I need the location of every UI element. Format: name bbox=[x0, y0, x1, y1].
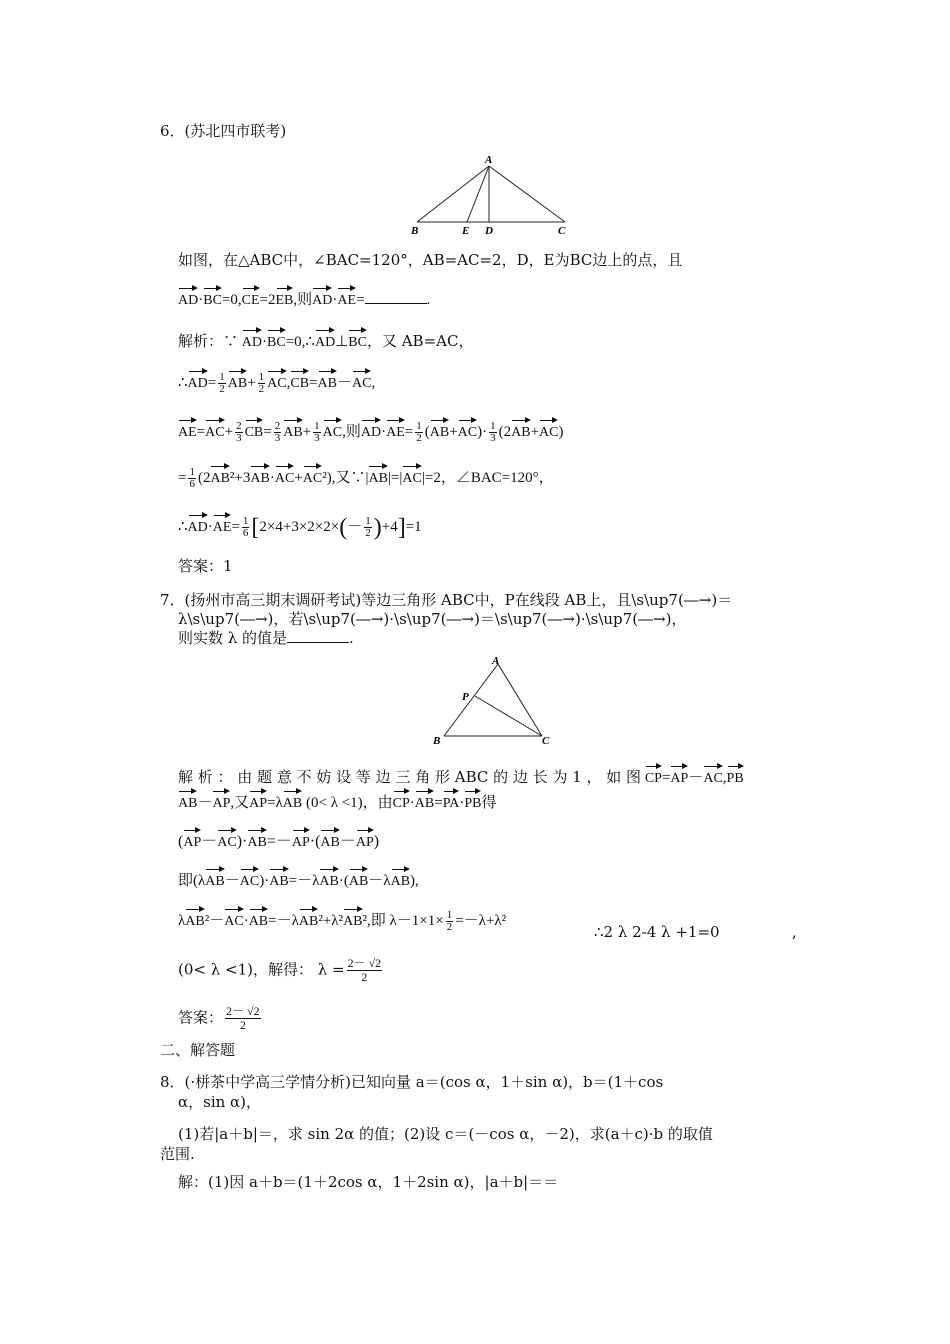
q8-line2: α，sin α)， bbox=[178, 1093, 262, 1111]
q7-solution-line1: 解 析 ： 由 题 意 不 妨 设 等 边 三 角 形 ABC 的 边 长 为 1 ， 如 图 CP=AP－AC,PB bbox=[178, 763, 744, 789]
label-b: B bbox=[433, 735, 441, 747]
label-e: E bbox=[462, 225, 470, 237]
label-a: A bbox=[492, 655, 500, 667]
q7-solution-line2: AB－AP,又AP=λAB (0< λ <1)，由CP·AB=PA·PB得 bbox=[178, 788, 496, 814]
q6-solution-line4: = $\frac{1}{6}$ (2AB²+3AB·AC+AC²),又∵|AB|=|AC|=2，∠BAC=120°， bbox=[178, 463, 554, 490]
section-heading: 二、解答题 bbox=[160, 1041, 236, 1059]
label-b: B bbox=[411, 225, 419, 237]
q6-condition: AD·BC=0,CE=2EB,则AD·AE= . bbox=[178, 285, 430, 311]
answer-blank[interactable] bbox=[365, 289, 427, 304]
q6-solution-line2: ∴AD= $\frac{1}{2}$ AB+ $\frac{1}{2}$ AC,CB=AB－AC, bbox=[178, 368, 375, 395]
q8-line4: 范围. bbox=[160, 1145, 195, 1163]
q7-header-line1: 7．(扬州市高三期末调研考试)等边三角形 ABC中，P在线段 AB上，且\s\up7(―→)＝ bbox=[160, 591, 733, 609]
label-c: C bbox=[542, 735, 550, 747]
q6-header: 6．(苏北四市联考) bbox=[160, 122, 287, 140]
q7-quadratic: ∴2 λ 2-4 λ +1=0 bbox=[594, 923, 720, 941]
q7-header-line2: λ\s\up7(―→)，若\s\up7(―→)·\s\up7(―→)＝\s\up7(―→)·\s\up7(―→)， bbox=[178, 610, 687, 628]
q6-solution-line1: 解析：∵ AD·BC=0,∴AD⊥BC，又 AB=AC， bbox=[178, 327, 473, 353]
q7-solution-line4: 即(λAB－AC)·AB=－λAB·(AB－λAB), bbox=[178, 866, 419, 892]
label-a: A bbox=[485, 154, 493, 166]
q7-header-line3: 则实数 λ 的值是 . bbox=[178, 629, 354, 647]
q8-line3: (1)若|a＋b|＝，求 sin 2α 的值；(2)设 c＝(－cos α，－2)，求(a＋c)·b 的取值 bbox=[178, 1125, 713, 1143]
q7-solution-line6: (0< λ <1)，解得： λ = $\frac{2- √2}{2}$ bbox=[178, 956, 382, 984]
q7-triangle-figure bbox=[430, 652, 560, 747]
label-d: D bbox=[485, 225, 493, 237]
q6-solution-line5: ∴AD·AE= $\frac{1}{6}$ [2×4+3×2×2×(－ $\frac{1}{2}$ )+4]=1 bbox=[178, 512, 422, 539]
q7-answer-blank[interactable] bbox=[287, 628, 349, 643]
label-c: C bbox=[558, 225, 566, 237]
q6-stem: 如图，在△ABC中，∠BAC=120°，AB=AC=2，D，E为BC边上的点，且 bbox=[178, 251, 683, 269]
q8-solution: 解：(1)因 a＋b＝(1＋2cos α，1＋2sin α)，|a＋b|＝＝ bbox=[178, 1173, 559, 1191]
q7-answer: 答案： $\frac{2- √2}{2}$ bbox=[178, 1004, 260, 1032]
q7-solution-line5: λAB²－AC·AB=－λAB²+λ²AB²,即 λ－1×1× $\frac{1}{2}$ =－λ+λ² bbox=[178, 906, 506, 933]
q6-answer: 答案：1 bbox=[178, 557, 233, 575]
q7-comma: , bbox=[792, 923, 797, 941]
q7-solution-line3: (AP－AC)·AB=－AP·(AB－AP) bbox=[178, 827, 379, 853]
q6-triangle-figure bbox=[405, 150, 585, 240]
q8-line1: 8．(·栟茶中学高三学情分析)已知向量 a＝(cos α，1＋sin α)，b＝(1＋cos bbox=[160, 1073, 664, 1091]
q6-solution-line3: AE=AC+ $\frac{2}{3}$ CB= $\frac{2}{3}$ AB+ $\frac{1}{3}$ AC,则AD·AE= $\frac{1}{2}$ (AB+AC)· $\frac{1}{3}$ (2AB+AC) bbox=[178, 417, 563, 444]
label-p: P bbox=[462, 691, 469, 703]
